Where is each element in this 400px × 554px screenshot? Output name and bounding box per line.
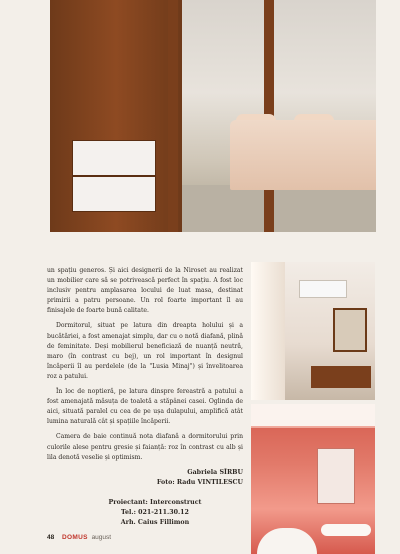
article-paragraph: În loc de noptieră, pe latura dinspre fereastră a patului a fost amenajată măsuța de toaletă a stăpânei casei. Oglinda de aici, situată paralel cu cea de pe ușa dulapului, amplifică atât lumina naturală cât și spațiile încăperii.	[47, 388, 243, 426]
article-paragraph: un spațiu generos. Și aici designerii de la Niroset au realizat un mobilier care să se potrivească perfect în spațiu. A fost loc inclusiv pentru amplasarea locului de luat masa, destinat primirii a patru persoane. Un rol foarte important îl au finisajele de foarte bună calitate.	[47, 267, 243, 315]
project-credits	[100, 498, 210, 528]
vanity-shape	[311, 366, 371, 388]
bedroom-photo	[50, 0, 376, 232]
article-paragraph: Camera de baie continuă nota diafană a dormitorului prin culorile alese pentru gresie și faianță: roz în contrast cu alb și lila denotă veselie și optimism.	[47, 433, 243, 461]
curtain-shape	[251, 262, 285, 400]
dressing-table-photo	[251, 262, 375, 400]
phone-credit: Tel.: 021-211.30.12	[121, 509, 189, 516]
bathtub-shape	[257, 528, 317, 554]
drawer-shape	[72, 140, 156, 176]
sink-shape	[321, 524, 371, 536]
mirror-shape	[317, 448, 355, 504]
designer-credit: Proiectant: Interconstruct	[108, 499, 202, 506]
bed-shape	[230, 120, 376, 190]
ceiling-shape	[251, 404, 375, 428]
floor-shape	[182, 185, 376, 232]
architect-credit: Arh. Caius Fillimon	[120, 519, 190, 526]
drawer-shape	[72, 176, 156, 212]
magazine-brand: DOMUS	[62, 534, 88, 541]
mirror-shape	[333, 308, 367, 352]
photo-credit: Foto: Radu VINTILESCU	[156, 479, 243, 486]
issue-month: august	[91, 534, 112, 541]
air-conditioner-shape	[299, 280, 347, 298]
author-name: Gabriela SÎRBU	[187, 469, 243, 476]
bathroom-photo	[251, 404, 375, 554]
page-number: 48	[47, 534, 55, 541]
article-credits	[47, 468, 243, 488]
door-frame-shape	[168, 0, 178, 232]
wardrobe-shape	[50, 0, 182, 232]
page-footer	[47, 532, 247, 544]
article-body	[47, 266, 243, 468]
article-paragraph: Dormitorul, situat pe latura din dreapta holului și a bucătăriei, a fost amenajat simplu, dar cu o notă diafană, plină de feminitate. Deși mobilierul beneficiază de nuanță neutră, maro (în contrast cu bej), un rol important în designul încăperii îl au perdelele (de la "Lusia Minaj") și învelitoarea roz a patului.	[47, 322, 243, 380]
